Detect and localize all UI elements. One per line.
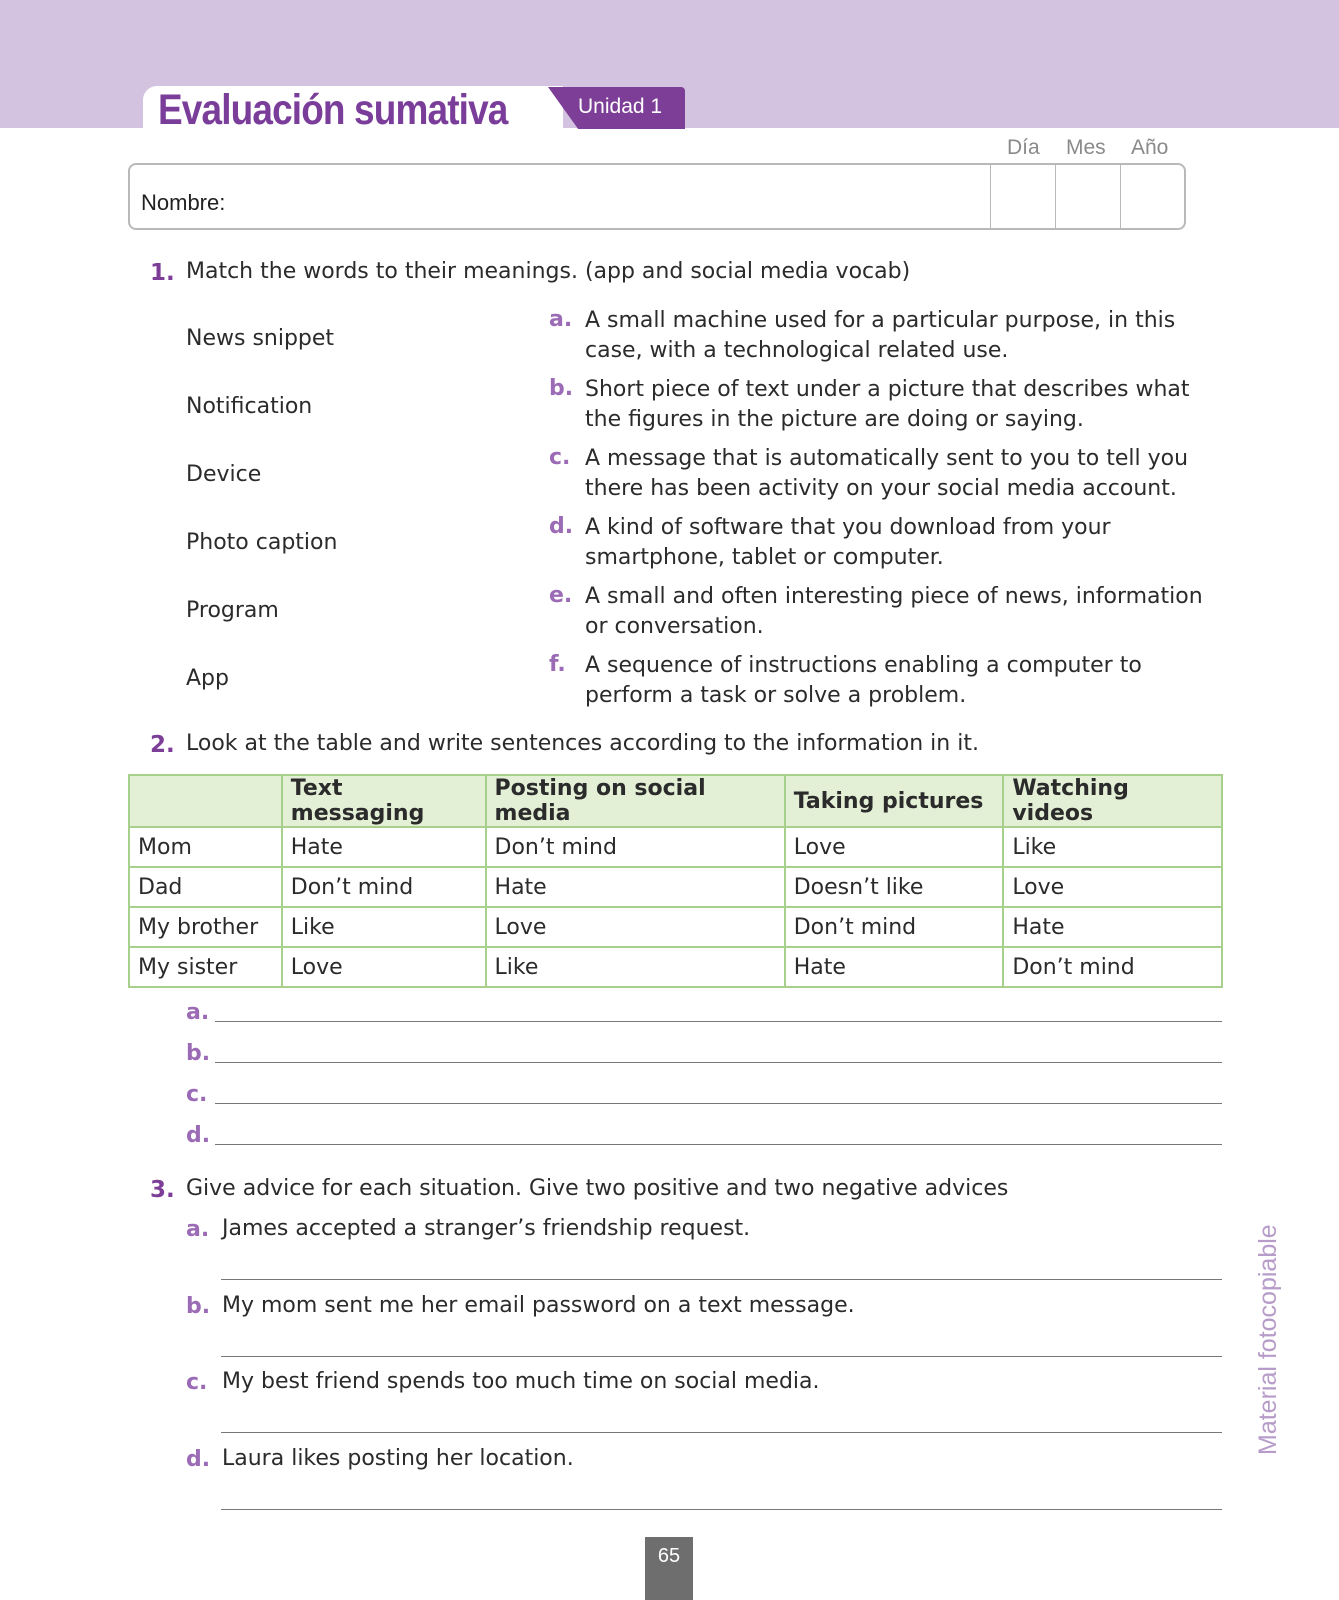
table-cell: Hate	[486, 867, 785, 907]
date-month-label: Mes	[1066, 136, 1106, 159]
answer-line[interactable]	[221, 1279, 1222, 1280]
situation-letter: a.	[186, 1217, 210, 1242]
question-2-number: 2.	[150, 732, 175, 758]
situation-text: James accepted a stranger’s friendship request.	[222, 1216, 751, 1241]
definition-text: A small and often interesting piece of news, information or conversation.	[585, 584, 1203, 639]
table-cell: Like	[1003, 827, 1222, 867]
table-cell: Doesn’t like	[785, 867, 1004, 907]
definition-letter: c.	[549, 445, 571, 470]
preferences-table	[128, 774, 1223, 988]
definition-text: Short piece of text under a picture that describes what the figures in the picture are doing or saying.	[585, 377, 1190, 432]
question-1-number: 1.	[150, 260, 175, 286]
table-cell: Dad	[129, 867, 282, 907]
question-3-prompt: Give advice for each situation. Give two positive and two negative advices	[186, 1176, 1009, 1201]
situation-letter: b.	[186, 1294, 211, 1319]
table-header-cell: Taking pictures	[785, 775, 1004, 827]
table-header-cell: Text messaging	[282, 775, 486, 827]
table-row	[129, 907, 1222, 947]
table-cell: My brother	[129, 907, 282, 947]
table-row	[129, 947, 1222, 987]
situation-text: Laura likes posting her location.	[222, 1446, 574, 1471]
answer-line[interactable]	[215, 1021, 1222, 1022]
table-cell: Don’t mind	[1003, 947, 1222, 987]
page-number: 65	[645, 1537, 693, 1600]
table-cell: Love	[282, 947, 486, 987]
match-word: News snippet	[186, 326, 335, 351]
table-header-cell: Watching videos	[1003, 775, 1222, 827]
date-divider	[990, 163, 991, 230]
table-cell: Hate	[1003, 907, 1222, 947]
table-cell: Hate	[282, 827, 486, 867]
table-header-cell	[129, 775, 282, 827]
table-cell: Hate	[785, 947, 1004, 987]
definition-text: A kind of software that you download from your smartphone, tablet or computer.	[585, 515, 1111, 570]
answer-line[interactable]	[215, 1062, 1222, 1063]
situation-letter: c.	[186, 1370, 208, 1395]
name-field[interactable]	[128, 163, 1186, 230]
photocopiable-label: Material fotocopiable	[1254, 1224, 1282, 1455]
answer-line[interactable]	[221, 1432, 1222, 1433]
name-label: Nombre:	[141, 190, 226, 215]
table-cell: Don’t mind	[486, 827, 785, 867]
answer-letter: d.	[186, 1123, 211, 1148]
answer-letter: a.	[186, 1000, 210, 1025]
situation-text: My best friend spends too much time on social media.	[222, 1369, 820, 1394]
answer-line[interactable]	[215, 1144, 1222, 1145]
match-word: Photo caption	[186, 530, 338, 555]
definition-letter: a.	[549, 307, 573, 332]
question-1-prompt: Match the words to their meanings. (app and social media vocab)	[186, 259, 911, 284]
answer-line[interactable]	[221, 1509, 1222, 1510]
answer-letter: c.	[186, 1082, 208, 1107]
unit-label: Unidad 1	[578, 95, 663, 118]
question-2-prompt: Look at the table and write sentences according to the information in it.	[186, 731, 979, 756]
match-word: Notification	[186, 394, 313, 419]
date-divider	[1120, 163, 1121, 230]
page-title: Evaluación sumativa	[158, 86, 508, 134]
situation-letter: d.	[186, 1447, 211, 1472]
match-word: App	[186, 666, 229, 691]
definition-letter: d.	[549, 514, 574, 539]
definition-text: A sequence of instructions enabling a computer to perform a task or solve a problem.	[585, 653, 1142, 708]
match-word: Device	[186, 462, 262, 487]
situation-text: My mom sent me her email password on a text message.	[222, 1293, 855, 1318]
table-cell: Don’t mind	[785, 907, 1004, 947]
table-cell: Love	[1003, 867, 1222, 907]
table-header-row	[129, 775, 1222, 827]
definition-letter: b.	[549, 376, 574, 401]
table-row	[129, 867, 1222, 907]
date-divider	[1055, 163, 1056, 230]
table-header-cell: Posting on social media	[486, 775, 785, 827]
table-cell: My sister	[129, 947, 282, 987]
answer-letter: b.	[186, 1041, 211, 1066]
date-year-label: Año	[1131, 136, 1169, 159]
definition-text: A message that is automatically sent to you to tell you there has been activity on your social media account.	[585, 446, 1189, 501]
answer-line[interactable]	[215, 1103, 1222, 1104]
table-cell: Like	[486, 947, 785, 987]
question-3-number: 3.	[150, 1177, 175, 1203]
table-cell: Love	[785, 827, 1004, 867]
table-cell: Love	[486, 907, 785, 947]
date-day-label: Día	[1007, 136, 1040, 159]
definition-letter: e.	[549, 583, 573, 608]
answer-line[interactable]	[221, 1356, 1222, 1357]
definition-text: A small machine used for a particular purpose, in this case, with a technological related use.	[585, 308, 1176, 363]
match-word: Program	[186, 598, 279, 623]
table-cell: Don’t mind	[282, 867, 486, 907]
table-cell: Mom	[129, 827, 282, 867]
definition-letter: f.	[549, 652, 566, 677]
table-cell: Like	[282, 907, 486, 947]
table-row	[129, 827, 1222, 867]
